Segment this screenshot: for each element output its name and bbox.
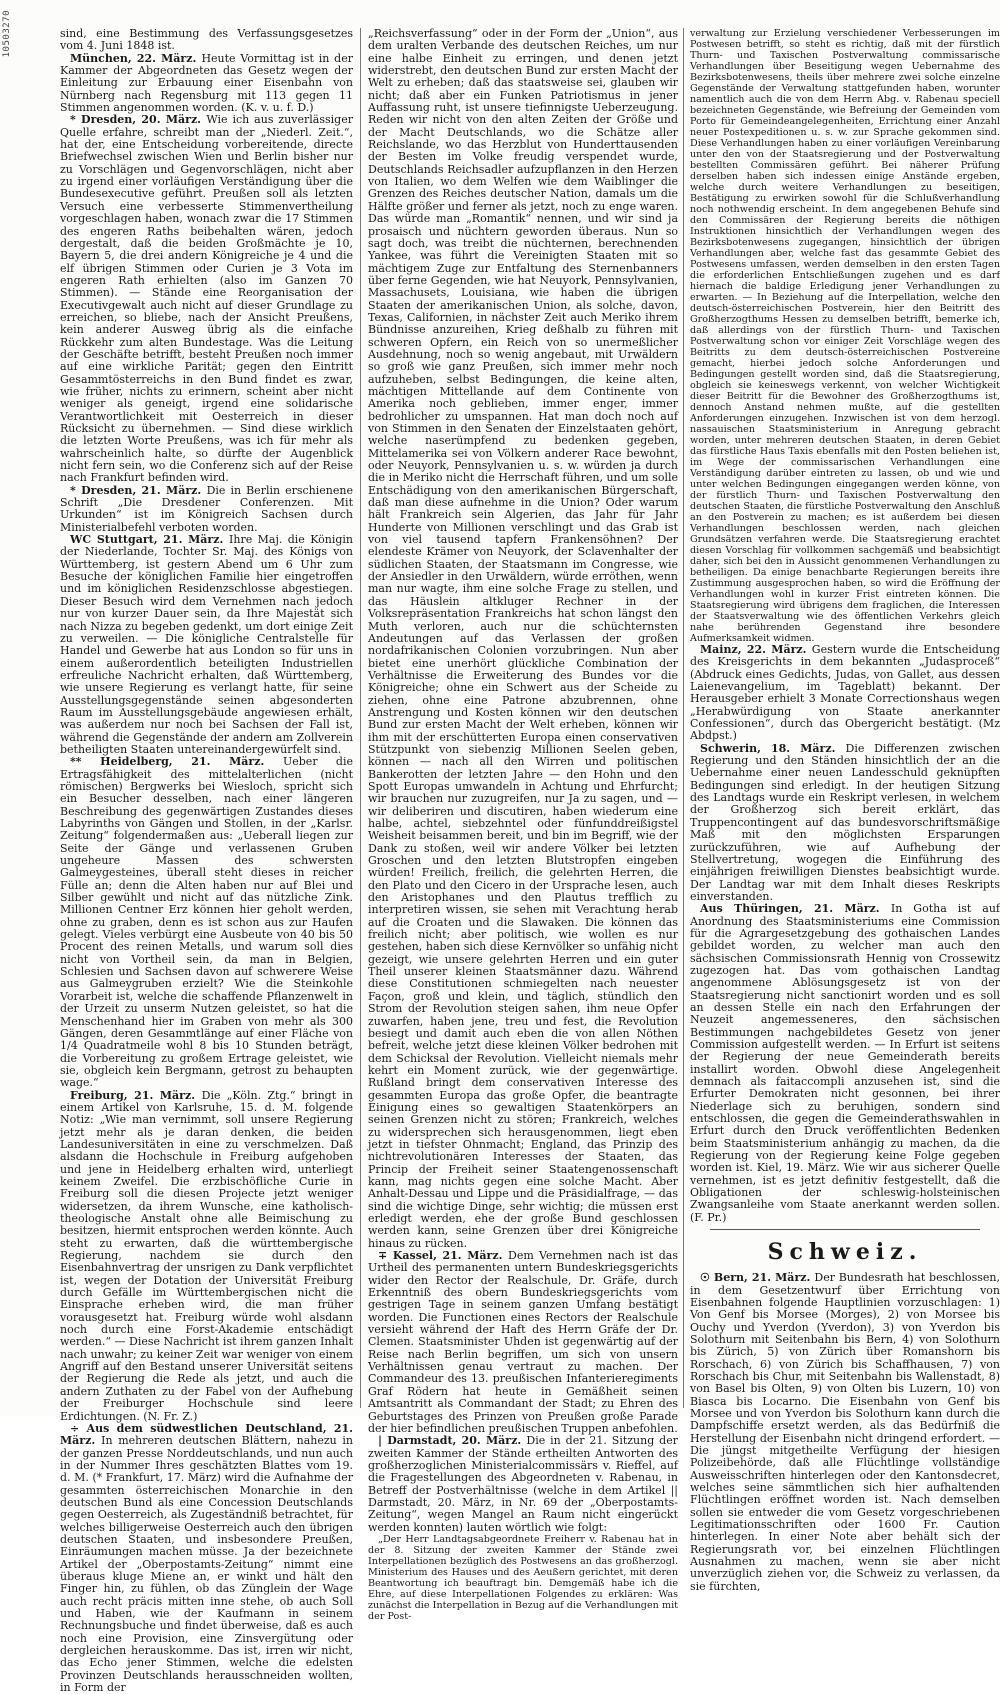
dateline: ** Heidelberg, 21. März. — [70, 755, 283, 769]
dateline: Mainz, 22. März. — [700, 643, 812, 656]
column-right — [690, 28, 1000, 1593]
dateline: * Dresden, 21. März. — [70, 483, 207, 497]
dateline: Schwerin, 18. März. — [700, 741, 846, 755]
paragraph: WC Stuttgart, 21. März. Ihre Maj. die Königin der Niederlande, Tochter Sr. Maj. des Königs von Württemberg, ist gestern Abend um 6 Uhr zum Besuche der königlichen Familie hier eingetroffen und im königlichen Residenzschlosse abgestiegen. Dieser Besuch wird dem Vernehmen nach jedoch nur von kurzer Dauer sein, da Ihre Majestät sich nach Nizza zu begeben gedenkt, um dort einige Zeit zu verweilen. — Die königliche Centralstelle für Handel und Gewerbe hat aus London so für uns in einem außerordentlich beteiligten Industriellen erfreuliche Nachricht erhalten, daß Württemberg, wie unsere Regierung es verlangt hatte, für seine Ausstellungsgegenstände seinen abgesonderten Raum im Ausstellungsgebäude angewiesen erhält, was außerdem nur noch bei Sachsen der Fall ist, während die Gegenstände der andern am Zollverein betheiligten Staaten untereinandergewürfelt sind. — [60, 533, 353, 756]
dateline: WC Stuttgart, 21. März. — [70, 533, 230, 547]
paragraph: Freiburg, 21. März. Die „Köln. Ztg.“ bringt in einem Artikel von Karlsruhe, 15. d. M. folgende Notiz: „Wie man vernimmt, soll unsere Regierung jetzt mehr als je daran denken, die beiden Landesuniversitäten in eine zu verschmelzen. Daß alsdann die Hochschule in Freiburg aufgehoben und jene in Heidelberg erhalten wird, unterliegt keinem Zweifel. Die erzbischöfliche Curie in Freiburg soll die diesen Projecte jetzt weniger widersetzen, da ihrem Wunsche, eine katholisch-theologische Anstalt ohne alle Beimischung zu besitzen, hiermit entsprochen werden könnte. Auch steht zu erwarten, daß die württembergische Regierung, nachdem sie durch den Eisenbahnvertrag der unsrigen zu Dank verpflichtet ist, wegen der Dotation der Universität Freiburg durch Gefälle im Württembergischen nicht die Einsprache erheben wird, die man früher vorausgesetzt hat. Freiburg würde wohl alsdann noch durch eine Forst-Akademie entschädigt werden.“ — Diese Nachricht ist ihrem ganzen Inhalt nach unwahr; zu keiner Zeit war weniger von einem Angriff auf den Bestand unserer Universität seitens der Regierung die Rede als jetzt, und auch die andern Zuthaten zu der Fabel von der Aufhebung der Freiburger Hochschule sind leere Erdichtungen. (N. Fr. Z.) — [60, 1088, 353, 1423]
paragraph: ** Heidelberg, 21. März. Ueber die Ertragsfähigkeit des mittelalterlichen (nicht römischen) Bergwerks bei Wiesloch, spricht sich ein Besucher desselben, nach einer längeren Beschreibung des gegenwärtigen Zustandes dieses Labyrinths von Gängen und Stollen, in der „Karlsr. Zeitung“ folgendermaßen aus: „Ueberall liegen zur Seite der Gänge und verlassenen Gruben ungeheure Massen des schwersten Galmeygesteines, überall steht dieses in reicher Fülle an; denn die Alten haben nur auf Blei und Silber gewühlt und nicht auf das nützliche Zink. Millionen Centner Erz können hier geholt werden, ohne zu graben, denn es ist schon aus zur Haufen gelegt. Vieles verbürgt eine Ausbeute von 40 bis 50 Procent des reinen Metalls, und warum soll dies nicht von Vortheil sein, da man in Belgien, Schlesien und Sachsen davon auf schwerere Weise aus Galmeygruben erzielt? Wie die Steinkohle Vorarbeit ist, welche die schaffende Pflanzenwelt in der Urzeit zu unserm Nutzen geleistet, so hat die Menschenhand hier im Graben von mehr als 300 Gängen, deren Gesammtlänge auf einer Fläche von 1/4 Quadratmeile wohl 8 bis 10 Stunden beträgt, die Vorbereitung zu großem Ertrage geleistet, wie sie, obgleich kein Bergmann, getrost zu behaupten wage.“ — [60, 755, 353, 1090]
paragraph: ∓ Kassel, 21. März. Dem Vernehmen nach ist das Urtheil des permanenten untern Bundeskriegsgerichts wider den Rector der Realschule, Dr. Gräfe, durch Erkenntniß des obern Bundeskriegsgerichts vom gestrigen Tage in seinem ganzen Umfang bestätigt worden. Die Functionen eines Rectors der Realschule versieht während der Haft des Herrn Gräfe der Dr. Clemen. Staatsminister Uhden ist gegenwärtig auf der Reise nach Berlin begriffen, um sich von unsern Verhältnissen genau vertraut zu machen. Der Commandeur des 13. preußischen Infanterieregiments Graf Rödern hat heute in Gemäßheit seinen Amtsantritt als Commandant der Stadt; zu Ehren des Geburtstages des Prinzen von Preußen große Parade der hier befindlichen preußischen Truppen anbefohlen. — [368, 1249, 678, 1435]
dateline: | Darmstadt, 20. März. — [378, 1434, 527, 1448]
paragraph: Schwerin, 18. März. Die Differenzen zwischen Regierung und den Ständen hinsichtlich der an die Uebernahme einer neuen Landesschuld geknüpften Bedingungen sind erledigt. In der heutigen Sitzung des Landtags wurde ein Reskript verlesen, in welchem der Großherzog sich bereit erklärt, das Truppencontingent auf das bundesvorschriftsmäßige Maß mit den möglichsten Ersparungen zurückzuführen, wie auf Aufhebung der Stellvertretung, wogegen die Einführung des einjährigen freiwilligen Dienstes beabsichtigt wurde. Der Landtag war mit dem Inhalt dieses Reskripts einverstanden. — [690, 741, 1000, 903]
dateline: ∓ Kassel, 21. März. — [378, 1249, 509, 1263]
dateline: München, 22. März. — [70, 51, 202, 65]
quoted-statement: „Der Herr Landtagsabgeordnete Freiherr v. Rabenau hat in der 8. Sitzung der zweiten Kammer der Stände zwei Interpellationen bezüglich des Postwesens an das großherzogl. Ministerium des Hauses und des Aeußern gerichtet, mit deren Beantwortung ich beauftragt bin. Demgemäß habe ich die Ehre, auf diese Interpellationen Folgendes zu erklären: Was zunächst die Interpellation in Bezug auf die Verhandlungen mit der Post- — [368, 1533, 678, 1622]
paragraph: * Dresden, 21. März. Die in Berlin erschienene Schrift „Die Dresdener Conferenzen. Mit Urkunden“ ist im Königreich Sachsen durch Ministerialbefehl verboten worden. — [60, 483, 353, 534]
paragraph: ÷ Aus dem südwestlichen Deutschland, 21. März. In mehreren deutschen Blättern, nahezu in der ganzen Presse Norddeutschlands, und nun auch in der Nummer Ihres geschätzten Blattes vom 19. d. M. (* Frankfurt, 17. März) wird die Aufnahme der gesammten österreichischen Monarchie in den deutschen Bund als eine Concession Deutschlands gegen Oesterreich, als Zugeständniß betrachtet, für welches billigerweise Oesterreich auch den übrigen deutschen Staaten, und insbesondere Preußen, Einräumungen machen müsse. Ja der bezeichnete Artikel der „Oberpostamts-Zeitung“ nimmt eine überaus kluge Miene an, er winkt und hält den Finger hin, zu fühlen, ob das Zünglein der Wage auch recht präcis mitten inne stehe, ob auch Soll und Haben, wie der Kaufmann in seinem Rechnungsbuche und findet überweise, daß es auch noch eine Provision, eine Zinsvergütung oder dergleichen herauskomme. Das ist, irren wir nicht, das Echo jener Stimmen, welche die edelsten Provinzen Deutschlands herausschneiden wollten, in Form der — [60, 1421, 353, 1694]
dateline: ☉ Bern, 21. März. — [700, 1271, 815, 1285]
dateline: Aus Thüringen, 21. März. — [700, 902, 891, 916]
paragraph: | Darmstadt, 20. März. Die in der 21. Sitzung der zweiten Kammer der Stände ertheilten Antworten des großherzoglichen Ministerialcommissärs v. Rieffel, auf die Fragestellungen des Abgeordneten v. Rabenau, in Betreff der Postverhältnisse (welche in dem Artikel || Darmstadt, 20. März, in Nr. 69 der „Oberpostamts-Zeitung“, wegen Mangel an Raum nicht eingerückt werden konnten) lauten wörtlich wie folgt: — [368, 1434, 678, 1534]
column-rule — [683, 28, 684, 1408]
column-rule — [360, 28, 361, 1408]
paragraph: Aus Thüringen, 21. März. In Gotha ist auf Anordnung des Staatsministeriums eine Commission für die Agrargesetzgebung des gothaischen Landes gebildet worden, zu welcher man auch den sächsischen Commissionsrath Hennig von Crossewitz zugezogen hat. Das vom gothaischen Landtag angenommene Ablösungsgesetz ist von der Staatsregierung nicht sanctionirt worden und es soll an dessen Stelle ein nach den Erfahrungen der Neuzeit angemesseneres, den sächsischen Bestimmungen nachgebildetes Gesetz von jener Commission aufgestellt werden. — In Erfurt ist seitens der Regierung der neue Gemeinderath bereits installirt worden. Obwohl diese Angelegenheit demnach als faitaccompli anzusehen ist, sind die Erfurter Demokraten nicht gesonnen, bei ihrer Niederlage sich zu beruhigen, sondern sind entschlossen, die gegen die Gemeinderathswahlen in Erfurt durch den Druck veröffentlichten Bedenken beim Staatsministerium anhängig zu machen, da die Regierung von der Regierung keine Folge gegeben worden ist. Kiel, 19. März. Wie wir aus sicherer Quelle vernehmen, ist es jetzt definitiv festgestellt, daß die Obligationen der schleswig-holsteinischen Zwangsanleihe vom Staate anerkannt werden sollen. (F. Pr.) — [690, 902, 1000, 1224]
column-left — [60, 27, 353, 1694]
paragraph: München, 22. März. Heute Vormittag ist in der Kammer der Abgeordneten das Gesetz wegen der Einleitung zur Erbauung einer Eisenbahn von Nürnberg nach Regensburg mit 113 gegen 11 Stimmen angenommen worden. (K. v. u. f. D.) — [60, 51, 353, 115]
dateline: Freiburg, 21. März. — [70, 1088, 202, 1102]
column-middle — [368, 27, 679, 1622]
paragraph: „Reichsverfassung“ oder in der Form der „Union“, aus dem uralten Verbande des deutschen Reiches, um nur eine halbe Einheit zu erringen, und denen jetzt widerstrebt, den deutschen Bund zur ersten Macht der Welt zu erheben; daß das staatsweise sei, glauben wir nicht; daß aber ein Funken Patriotismus in jener Auffassung ruht, ist unsere tiefinnigste Ueberzeugung. Reden wir nicht von den alten Zeiten der Größe und der Macht Deutschlands, wo die Schätze aller Reichslande, wo das Herzblut von Hunderttausenden der Besten im Volke freudig verspendet wurde, Deutschlands Reichsadler aufzupflanzen in den Herzen von Italien, wo dem Welfen wie dem Waiblinger die Grenzen des Reiches deutscher Nation, damals um die Hälfte größer und ferner als jetzt, noch zu enge waren. Das würde man „Romantik“ nennen, und wir sind ja prosaisch und nüchtern geworden überaus. Nun so sagt doch, was treibt die nüchternen, berechnenden Yankee, was führt die Vereinigten Staaten mit so mächtigem Zuge zur Entfaltung des Sternenbanners über ferne Gegenden, wie hat Neuyork, Pennsylvanien, Massachusets, Louisiana, wie haben die übrigen Staaten der amerikanischen Union, als solche, davon, Texas, Californien, in nächster Zeit auch Meriko ihrem Bündnisse anzureihen, Krieg deßhalb zu führen mit schweren Opfern, ein Reich von so unermeßlicher Ausdehnung, noch so wenig angebaut, mit Urwäldern so groß wie ganz Preußen, sich immer mehr noch aufzuheben, selbst Bedingungen, die keine alten, mächtigen Mittellande auf dem Continente von Amerika noch geblieben, immer enger, immer bedrohlicher zu umspannen. Hat man doch noch auf von Stimmen in den Senaten der Einzelstaaten gehört, welche naserümpfend zu bedenken gegeben, Mittelamerika sei von Völkern anderer Race bewohnt, oder Neuyork, Pennsylvanien u. s. w. würden ja durch die in Meriko nicht die Herrschaft führen, und um solle Entschädigung von den amerikanischen Bürgerschaft, daß man diese aufnehme in die Union? Oder warum hält Frankreich sein Algerien, das Jahr für Jahr Hunderte von Millionen verschlingt und das Grab ist von viel tausend tapfern Frankensöhnen? Der elendeste Krämer von Neuyork, der Sclavenhalter der südlichen Staaten, der Staatsmann im Congresse, wie der Ansiedler in den Urwäldern, würde erröthen, wenn man nur wagte, ihm eine solche Frage zu stellen, und das Häuslein altkluger Rechner in der Volksrepräsentation Frankreichs hat schon längst den Muth verloren, auch nur die schüchternsten Andeutungen auf das Verlassen der großen nordafrikanischen Colonien vorzubringen. Nun aber bietet eine unerhört glückliche Combination der Verhältnisse die Erweiterung des Bundes vor die Königreiche; ohne ein Schwert aus der Scheide zu ziehen, ohne eine Patrone abzubrennen, ohne Anstrengung und Kosten können wir den deutschen Bund zur ersten Macht der Welt erheben, können wir ihm mit der erschütterten Europa einen conservativen Stützpunkt von siebenzig Millionen Seelen geben, können — nach all den Wirren und politischen Bankerotten der letzten Jahre — den Hohn und den Spott Europas umwandeln in Achtung und Ehrfurcht; wir brauchen nur zuzugreifen, nur Ja zu sagen, und — wir deliberiren und discutiren, haben wiederum eine halbe, achtel, siebzehntel oder fünfunddreißigstel Weisheit beisammen bereit, und bin im Begriff, wie der Dank zu stoßen, weil wir andere Völker bei letzten Groschen und den letzten Blutstropfen eingeben würden! Freilich, freilich, die gelehrten Herren, die den Plato und den Cicero in der Ursprache lesen, auch den Aristophanes und den Plautus trefflich zu interpretiren wissen, sie sehen mit Verachtung herab auf die Croaten und die Slawaken. Die können das freilich nicht; aber politisch, wie wollen es nur gestehen, haben sich diese Kernvölker so unfähig nicht gezeigt, wie unsere gelehrten Herren und ein guter Theil unserer kleinen Staatsmänner dazu. Während diese Constitutionen schmiegelten nach neuester Façon, groß und klein, und täglich, stündlich den Strom der Revolution steigen sahen, ihm neue Opfer zuwarfen, haben jene, treu und fest, die Revolution besiegt und damit auch eben die von allen Nöthen befreit, welche jetzt diese kleinen Völker bedrohen mit dem Schicksal der Revolution. Vielleicht niemals mehr kehrt ein Moment zurück, wie der gegenwärtige. Rußland bringt dem conservativen Interesse des gesammten Europa das große Opfer, die beantragte Einigung eines so gewaltigen Staatenkörpers an seinen Grenzen nicht zu stören; Frankreich, welches zu widersprechen sich herausgenommen, liegt eben jetzt in tiefster Ohnmacht; England, das Prinzip des nichtrevolutionären Interesses der Staaten, das Princip der Freiheit seiner Staatengenossenschaft kann, mag nichts gegen eine solche Macht. Aber Anhalt-Dessau und Lippe und die Präsidialfrage, — das sind die wichtige Dinge, sehr wichtig; die müssen erst erledigt werden, ehe der große Bund geschlossen werden kann, seine Grenzen über drei Königreiche hinaus zu rücken. — [368, 27, 679, 1250]
dateline: * Dresden, 20. März. — [70, 113, 207, 127]
page-id: 10503270 — [2, 10, 12, 58]
paragraph: Mainz, 22. März. Gestern wurde die Entscheidung des Kreisgerichts in dem bekannten „Judasproceß“ (Abdruck eines Gedichts, Judas, von Gallet, aus dessen Laienevangelium, im Tageblatt) bekannt. Der Herausgeber erhielt 3 Monate Correctionshaus wegen „Herabwürdigung von Staate anerkannter Confessionen“, durch das Obergericht bestätigt. (Mz Abdpst.) — [690, 643, 1000, 743]
paragraph: ☉ Bern, 21. März. Der Bundesrath hat beschlossen, in dem Gesetzentwurf über Errichtung von Eisenbahnen folgende Hauptlinien vorzuschlagen: 1) Von Genf bis Morsee (Morges), 2) von Morsee bis Ouchy und Yverdon (Yverdon), 3) von Yverdon bis Solothurn mit Seitenbahn bis Bern, 4) von Solothurn bis Zürich, 5) von Zürich über Romanshorn bis Rorschach, 6) von Zürich bis Schaffhausen, 7) von Rorschach bis Chur, mit Seitenbahn bis Wallenstadt, 8) von Basel bis Olten, 9) von Olten bis Luzern, 10) von Biasca bis Locarno. Die Eisenbahn von Genf bis Morsee und von Yverdon bis Solothurn kann durch die Dampfschiffe ersetzt werden, als das Bedürfniß die Herstellung der Eisenbahn nicht dringend erfordert. — Die jüngst mitgetheilte Verfügung der hiesigen Polizeibehörde, daß alle Flüchtlinge vollständige Ausweisschriften hinterlegen oder den Kantonsdecret, welches seine sämmtlichen sich hier aufhaltenden Flüchtlingen eröffnet worden ist. Nach demselben sollen sie entweder die vom Gesetz vorgeschriebenen Legitimationsschriften oder 1600 Fr. Caution hinterlegen. In einer Note aber behält sich der Regierungsrath vor, bei einzelnen Flüchtlingen Ausnahmen zu machen, wenn sie aber nicht unverzüglich ziehen vor, die Schweiz zu verlassen, da sie fürchten, — [690, 1271, 1000, 1593]
paragraph: sind, eine Bestimmung des Verfassungsgesetzes vom 4. Juni 1848 ist. — [60, 27, 353, 53]
section-heading: Schweiz. — [767, 1239, 923, 1266]
paragraph: * Dresden, 20. März. Wie ich aus zuverlässiger Quelle erfahre, schreibt man der „Niederl. Zeit.“, hat der, eine Entscheidung vorbereitende, directe Briefwechsel zwischen Wien und Berlin bisher nur zu Vorschlägen und Gegenvorschlägen, nicht aber zu irgend einer vorläufigen Verständigung über die Bundesexecutive geführt. Preußen soll als letzten Versuch eine verbesserte Stimmenvertheilung vorgeschlagen haben, wonach zwar die 17 Stimmen des engeren Raths beibehalten wären, jedoch dergestalt, daß die beiden Großmächte je 10, Bayern 5, die drei andern Königreiche je 4 und die elf übrigen Stimmen oder Curien je 3 Vota im engeren Rath erhielten (also im Ganzen 70 Stimmen). — Stände eine Reorganisation der Executivgewalt auch nicht auf dieser Grundlage zu erreichen, so bliebe, nach der Ansicht Preußens, kein anderer Ausweg übrig als die einfache Rückkehr zum alten Bundestage. Was die Leitung der Geschäfte betrifft, besteht Preußen noch immer auf eine wirkliche Parität; gegen den Eintritt Gesammtösterreichs in den Bund findet es zwar, wie früher, nichts zu erinnern, scheint aber nicht weniger als geneigt, irgend eine solidarische Verantwortlichkeit mit Oesterreich in dieser Rücksicht zu übernehmen. — Sind diese wirklich die letzten Worte Preußens, was ich für mehr als wahrscheinlich halte, so dürfte der Augenblick nicht fern sein, wo die Conferenz sich auf der Reise nach Frankfurt befinden wird. — [60, 113, 353, 485]
section-divider — [710, 1229, 980, 1230]
dateline: ÷ Aus dem südwestlichen Deutschland, 21. März. — [60, 1421, 353, 1448]
quoted-statement: verwaltung zur Erzielung verschiedener Verbesserungen im Postwesen betrifft, so steht es richtig, daß mit der fürstlich Thurn- und Taxischen Postverwaltung commissarische Verhandlungen über Beseitigung wegen Uebernahme des Bezirksbotenwesens, theils über mehrere zwei solche einzelne Gegenstände der Verwaltung stattgefunden haben, worunter namentlich auch die von dem Herrn Abg. v. Rabenau speciell bezeichneten Gegenstände, wie Befreiung der Gemeinden vom Porto für Gemeindeangelegenheiten, Errichtung einer Anzahl neuer Postexpeditionen u. s. w. zur Sprache gekommen sind. Diese Verhandlungen haben zu einer vorläufigen Vereinbarung unter den von der Staatsregierung und der Postverwaltung bestellten Commissären geführt. Bei näherer Prüfung derselben haben sich indessen einige Anstände ergeben, welche durch weitere Verhandlungen zu beseitigen, Bestätigung zu erwirken sowohl für die Schlußverhandlung noch nothwendig erscheint. In dem angegebenen Behufe sind den Commissären der Regierung bereits die nöthigen Instruktionen hinsichtlich der Verhandlungen wegen des Bezirksbotenwesens zugegangen, hinsichtlich der übrigen Verhandlungen aber, welche fast das gesammte Gebiet des Postwesens umfassen, werden demselben in den ersten Tagen die erforderlichen Entschließungen zugehen und es darf hiernach die baldige Erledigung jener Verhandlungen zu erwarten. — In Beziehung auf die Interpellation, welche den deutsch-österreichischen Postverein, hier den Beitritt des Großherzogthums Hessen zu demselben betrifft, bemerke ich, daß allerdings von der fürstlich Thurn- und Taxischen Postverwaltung schon vor einiger Zeit Vorschläge wegen des Beitritts zu dem deutsch-österreichischen Postvereine gemacht, hierbei jedoch solche Anforderungen und Bedingungen gestellt worden sind, daß die Staatsregierung, obgleich sie keineswegs verkennt, von welcher Wichtigkeit dieser Beitritt für die Bewohner des Großherzogthums ist, dennoch Anstand nehmen mußte, auf die gestellten Anforderungen einzugehen. Inzwischen ist von dem herzogl. nassauischen Staatsministerium in Anregung gebracht worden, unter mehreren deutschen Staaten, in deren Gebiet das fürstliche Haus Taxis ebenfalls mit den Posten beliehen ist, im Wege der commissarischen Verhandlungen eine Verständigung darüber eintreten zu lassen, ob und wie und unter welchen Bedingungen eingegangen werden könne, von der fürstlich Thurn- und Taxischen Postverwaltung den deutschen Staaten, die fürstliche Postverwaltung den Anschluß an den Postverein zu machen; es ist außerdem bei diesen Verhandlungen beschlossen werden, nach gleichen Grundsätzen verfahren werde. Die Staatsregierung erachtet diesen Vorschlag für vollkommen sachgemäß und beabsichtigt daher, sich bei den in Aussicht genommenen Verhandlungen zu betheiligen. Da einige benachbarte Regierungen bereits ihre Zustimmung ausgesprochen haben, so wird die Eröffnung der Verhandlungen wohl in kurzer Frist eintreten können. Die Staatsregierung wird übrigens dem fraglichen, die Interessen der Staatsverwaltung wie des öffentlichen Verkehrs gleich nahe berührenden Gegenstand ihre besondere Aufmerksamkeit widmen. — [690, 28, 1000, 644]
